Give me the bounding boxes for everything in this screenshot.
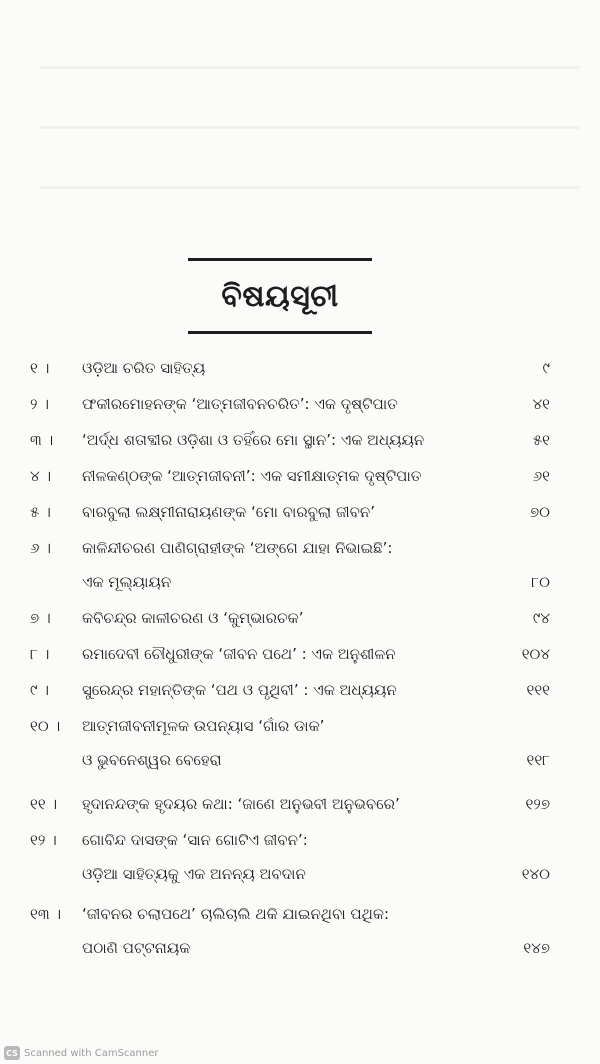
toc-entry bbox=[0, 830, 600, 883]
entry-title-line: ବାରବୁଲା ଲକ୍ଷ୍ମୀନାରାୟଣଙ୍କ ‘ମୋ ବାରବୁଲା ଜୀବନ’ bbox=[82, 503, 375, 521]
toc-entry bbox=[0, 466, 600, 506]
entry-title-line: ଏକ ମୂଲ୍ୟାୟନ bbox=[82, 573, 172, 591]
toc-entry bbox=[0, 608, 600, 648]
toc-entry bbox=[0, 430, 600, 470]
entry-page-number: ୫୧ bbox=[532, 431, 550, 449]
entry-number: ୨ । bbox=[30, 395, 49, 413]
entry-page-number: ୯ bbox=[542, 359, 550, 377]
page-title: ବିଷୟସୂଚୀ bbox=[221, 278, 339, 314]
entry-number: ୭ । bbox=[30, 609, 51, 627]
entry-page-number: ୮୦ bbox=[531, 573, 550, 591]
entry-page-number: ୪୧ bbox=[532, 395, 550, 413]
entry-number: ୪ । bbox=[30, 467, 52, 485]
toc-entry bbox=[0, 644, 600, 684]
entry-title-line: ଆତ୍ମଜୀବନୀମୂଳକ ଉପନ୍ୟାସ ‘ଗାଁର ଡାକ’ bbox=[82, 717, 325, 735]
entry-title-line: ନୀଳକଣ୍ଠଙ୍କ ‘ଆତ୍ମଜୀବନୀ’: ଏକ ସମୀକ୍ଷାତ୍ମକ ଦୃଷ୍ଟିପାତ bbox=[82, 467, 422, 485]
entry-title-line: ଗୋବିନ୍ଦ ଦାସଙ୍କ ‘ସାନ ଗୋଟିଏ ଜୀବନ’: bbox=[82, 831, 308, 849]
entry-page-number: ୭୦ bbox=[529, 503, 550, 521]
toc-entry bbox=[0, 680, 600, 720]
entry-number: ୧୨ । bbox=[30, 831, 57, 849]
entry-title-line: ‘ଅର୍ଦ୍ଧ ଶତାବ୍ଦୀର ଓଡ଼ିଶା ଓ ତହିଁରେ ମୋ ସ୍ଥାନ’: ଏକ ଅଧ୍ୟୟନ bbox=[82, 431, 425, 449]
entry-title-line: ରମାଦେବୀ ଚୌଧୁରୀଙ୍କ ‘ଜୀବନ ପଥେ’ : ଏକ ଅନୁଶୀଳନ bbox=[82, 645, 396, 663]
entry-title-line: ହୃଦାନନ୍ଦଙ୍କ ହୃଦୟର କଥା: ‘ଜାଣେ ଅନୁଭବୀ ଅନୁଭବରେ’ bbox=[82, 795, 400, 813]
toc-entry bbox=[0, 358, 600, 398]
entry-number: ୩ । bbox=[30, 431, 54, 449]
entry-number: ୯ । bbox=[30, 681, 49, 699]
entry-title-line: ପଠାଣି ପଟ୍ଟନାୟକ bbox=[82, 939, 191, 957]
entry-page-number: ୧୪୭ bbox=[523, 939, 550, 957]
toc-entry bbox=[0, 794, 600, 834]
entry-title-line: ସୁରେନ୍ଦ୍ର ମହାନ୍ତିଙ୍କ ‘ପଥ ଓ ପୃଥିବୀ’ : ଏକ ଅଧ୍ୟୟନ bbox=[82, 681, 397, 699]
entry-page-number: ୬୧ bbox=[532, 467, 550, 485]
entry-number: ୧୩ । bbox=[30, 905, 62, 923]
entry-page-number: ୧୧୧ bbox=[526, 681, 550, 699]
entry-number: ୧୧ । bbox=[30, 795, 58, 813]
toc-entry bbox=[0, 904, 600, 957]
show-through-bleed bbox=[40, 30, 580, 230]
entry-title-line: କବିଚନ୍ଦ୍ର କାଳୀଚରଣ ଓ ‘କୁମ୍ଭାରଚକ’ bbox=[82, 609, 304, 627]
entry-number: ୧ । bbox=[30, 359, 50, 377]
entry-title-line: ଓଡ଼ିଆ ସାହିତ୍ୟକୁ ଏକ ଅନନ୍ୟ ଅବଦାନ bbox=[82, 865, 306, 883]
entry-title-line: ଓ ଭୁବନେଶ୍ୱର ବେହେରା bbox=[82, 751, 222, 769]
entry-title-line: ‘ଜୀବନର ଚଲାପଥେ’ ଚାଲିଚାଲି ଥକି ଯାଇନଥିବା ପଥିକ: bbox=[82, 905, 390, 923]
toc-entry bbox=[0, 502, 600, 542]
entry-title-line: କାଳିନ୍ଦୀଚରଣ ପାଣିଗ୍ରାହୀଙ୍କ ‘ଅଙ୍ଗେ ଯାହା ନିଭାଇଛି’: bbox=[82, 539, 393, 557]
camscanner-logo-icon: CS bbox=[4, 1046, 20, 1060]
entry-number: ୫ । bbox=[30, 503, 51, 521]
scanner-watermark bbox=[0, 1042, 600, 1064]
toc-entry bbox=[0, 394, 600, 434]
entry-number: ୧୦ । bbox=[30, 717, 61, 735]
toc-entry bbox=[0, 716, 600, 769]
entry-number: ୮ । bbox=[30, 645, 50, 663]
entry-title-line: ଓଡ଼ିଆ ଚରିତ ସାହିତ୍ୟ bbox=[82, 359, 206, 377]
entry-page-number: ୯୪ bbox=[532, 609, 550, 627]
entry-number: ୬ । bbox=[30, 539, 51, 557]
entry-page-number: ୧୪୦ bbox=[521, 865, 550, 883]
entry-title-line: ଫକୀରମୋହନଙ୍କ ‘ଆତ୍ମଜୀବନଚରିତ’: ଏକ ଦୃଷ୍ଟିପାତ bbox=[82, 395, 398, 413]
watermark-text: Scanned with CamScanner bbox=[24, 1047, 159, 1059]
toc-title-box bbox=[188, 258, 372, 334]
entry-page-number: ୧୦୪ bbox=[521, 645, 550, 663]
toc-entry bbox=[0, 538, 600, 591]
entry-page-number: ୧୧୮ bbox=[526, 751, 550, 769]
entry-page-number: ୧୨୭ bbox=[525, 795, 550, 813]
